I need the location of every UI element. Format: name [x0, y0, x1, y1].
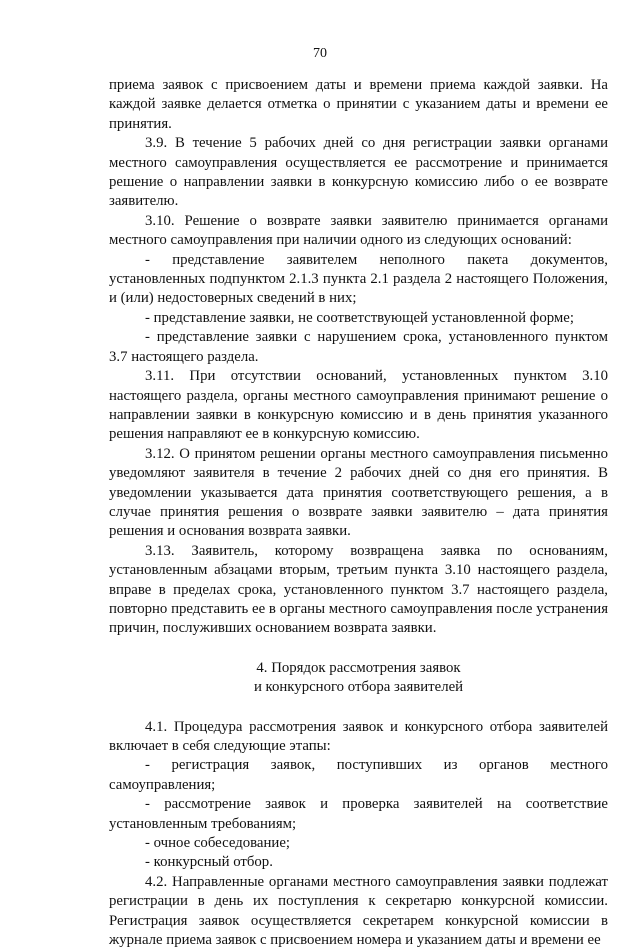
- document-body: [109, 76, 608, 950]
- section-4-heading: [109, 659, 608, 698]
- paragraph-3-10: 3.10. Решение о возврате заявки заявителю принимается органами местного самоуправления при наличии одного из следующих оснований:: [109, 212, 608, 249]
- page-number: 70: [313, 46, 327, 61]
- paragraph-3-9: 3.9. В течение 5 рабочих дней со дня регистрации заявки органами местного самоуправления осуществляется ее рассмотрение и принимается решение о направлении заявки в конкурсную комиссию либо о ее возврате заявителю.: [109, 135, 608, 210]
- paragraph-3-11: 3.11. При отсутствии оснований, установленных пунктом 3.10 настоящего раздела, органы местного самоуправления принимают решение о направлении заявки в конкурсную комиссию и в день принятия указанного решения направляют ее в конкурсную комиссию.: [109, 368, 608, 443]
- list-item: - регистрация заявок, поступивших из органов местного самоуправления;: [109, 757, 608, 793]
- paragraph-3-12: 3.12. О принятом решении органы местного самоуправления письменно уведомляют заявителя в течение 2 рабочих дней со дня его принятия. В уведомлении указывается дата принятия соответствующего решения, а в случае принятия решения о возврате заявки заявителю – дата принятия решения и основания возврата заявки.: [109, 445, 608, 540]
- section-heading-line: и конкурсного отбора заявителей: [253, 679, 464, 696]
- list-item: - рассмотрение заявок и проверка заявителей на соответствие установленным требованиям;: [109, 796, 608, 832]
- paragraph-4-2: 4.2. Направленные органами местного самоуправления заявки подлежат регистрации в день их поступления к секретарю конкурсной комиссии. Регистрация заявок осуществляется секретарем конкурсной комиссии в журнале приема заявок с присвоением номера и указанием даты и времени ее: [109, 873, 608, 949]
- list-item: - представление заявки с нарушением срока, установленного пунктом 3.7 настоящего раздела.: [109, 329, 608, 365]
- paragraph-4-1: 4.1. Процедура рассмотрения заявок и конкурсного отбора заявителей включает в себя следующие этапы:: [109, 718, 608, 754]
- list-item: - очное собеседование;: [145, 835, 291, 852]
- list-item: - представление заявки, не соответствующей установленной форме;: [145, 309, 574, 326]
- section-heading-line: 4. Порядок рассмотрения заявок: [256, 659, 461, 676]
- list-item: - конкурсный отбор.: [145, 854, 273, 871]
- paragraph-3-13: 3.13. Заявитель, которому возвращена заявка по основаниям, установленным абзацами вторым, третьим пункта 3.10 настоящего раздела, вправе в пределах срока, установленного пунктом 3.7 настоящего раздела, повторно представить ее в органы местного самоуправления после устранения причин, послуживших основанием возврата заявки.: [109, 542, 608, 637]
- paragraph-continuation: приема заявок с присвоением даты и времени приема каждой заявки. На каждой заявке делается отметка о принятии с указанием даты и времени ее принятия.: [109, 77, 608, 132]
- list-item: - представление заявителем неполного пакета документов, установленных подпунктом 2.1.3 пункта 2.1 раздела 2 настоящего Положения, и (или) недостоверных сведений в них;: [109, 251, 608, 307]
